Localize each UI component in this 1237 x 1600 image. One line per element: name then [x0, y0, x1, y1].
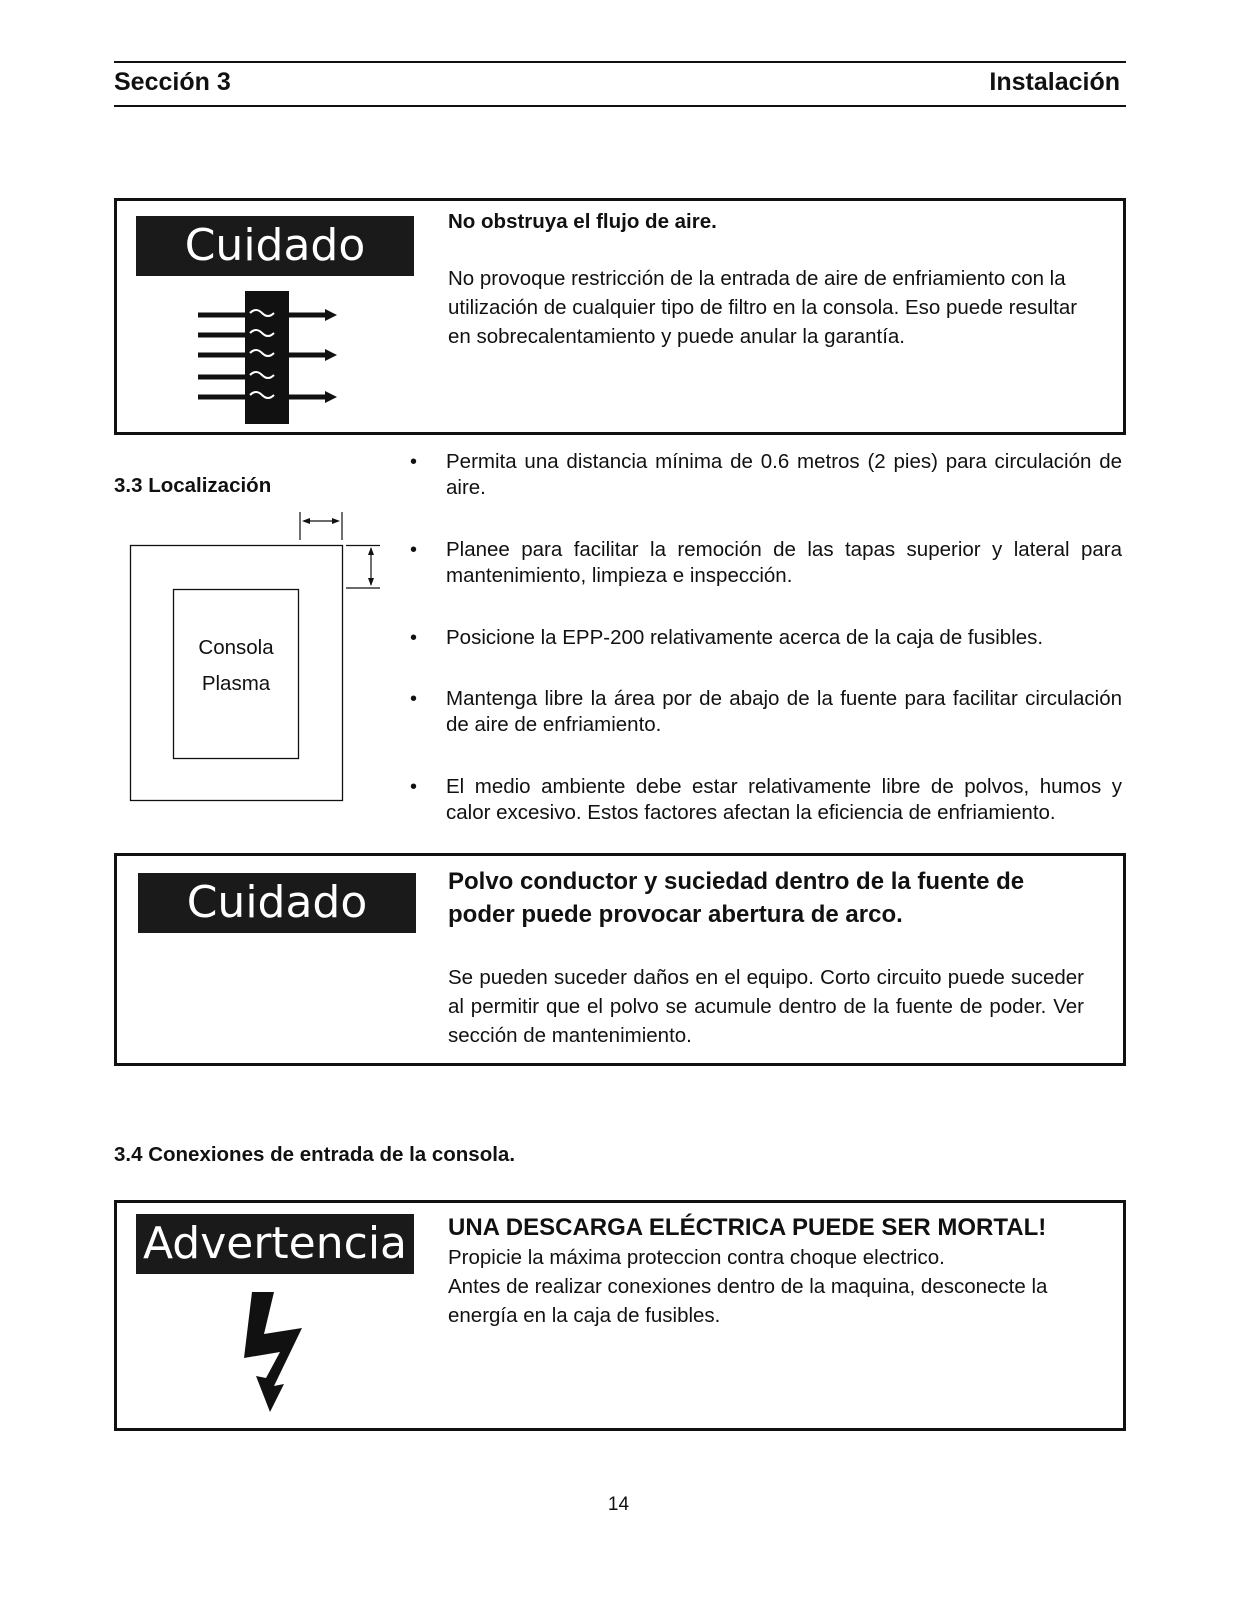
location-bullet-2: Planee para facilitar la remoción de las tapas superior y lateral para mantenimiento, limpieza e inspección.: [446, 538, 1122, 587]
header-top-rule: [114, 61, 1126, 63]
header-bottom-rule: [114, 105, 1126, 107]
warning-label: Advertencia: [136, 1214, 414, 1274]
caution1-heading: No obstruya el flujo de aire.: [448, 210, 717, 233]
location-bullet-3: Posicione la EPP-200 relativamente acerca de la caja de fusibles.: [446, 626, 1044, 649]
bullet-dot-5: •: [410, 776, 418, 798]
warning-heading: UNA DESCARGA ELÉCTRICA PUEDE SER MORTAL!: [448, 1214, 1047, 1241]
page-number: 14: [607, 1494, 630, 1515]
location-bullet-4: Mantenga libre la área por de abajo de la fuente para facilitar circulación de aire de enfriamiento.: [446, 687, 1122, 736]
warning-line1: Propicie la máxima proteccion contra choque electrico.: [448, 1246, 945, 1269]
bullet-dot-1: •: [410, 451, 418, 473]
caution-label: Cuidado: [138, 873, 416, 933]
location-bullet-5: El medio ambiente debe estar relativamente libre de polvos, humos y calor excesivo. Estos factores afectan la eficiencia de enfriamiento.: [446, 775, 1122, 824]
airflow-filter-icon: [180, 285, 350, 435]
section-label: Sección 3: [114, 68, 231, 96]
connections-heading: 3.4 Conexiones de entrada de la consola.: [114, 1143, 516, 1166]
page-title: Instalación: [989, 68, 1120, 96]
caution-label: Cuidado: [136, 216, 414, 276]
bullet-dot-2: •: [410, 539, 418, 561]
caution1-body: No provoque restricción de la entrada de aire de enfriamiento con la utilización de cualquier tipo de filtro en la consola. Eso puede resultar en sobrecalentamiento y puede anular la garantía.: [448, 267, 1078, 348]
warning-line2: Antes de realizar conexiones dentro de la maquina, desconecte la energía en la caja de fusibles.: [448, 1275, 1048, 1327]
bullet-dot-3: •: [410, 627, 418, 649]
diagram-label: [174, 630, 298, 702]
diagram-label-line1: Consola: [198, 636, 274, 659]
bullet-dot-4: •: [410, 688, 418, 710]
caution2-body: Se pueden suceder daños en el equipo. Corto circuito puede suceder al permitir que el polvo se acumule dentro de la fuente de poder. Ver sección de mantenimiento.: [448, 966, 1084, 1047]
diagram-label-line2: Plasma: [201, 672, 271, 695]
lightning-bolt-icon: [238, 1290, 310, 1415]
caution2-heading: Polvo conductor y suciedad dentro de la fuente de poder puede provocar abertura de arco.: [448, 868, 1025, 928]
location-bullet-1: Permita una distancia mínima de 0.6 metros (2 pies) para circulación de aire.: [446, 450, 1122, 499]
location-heading: 3.3 Localización: [114, 474, 272, 497]
